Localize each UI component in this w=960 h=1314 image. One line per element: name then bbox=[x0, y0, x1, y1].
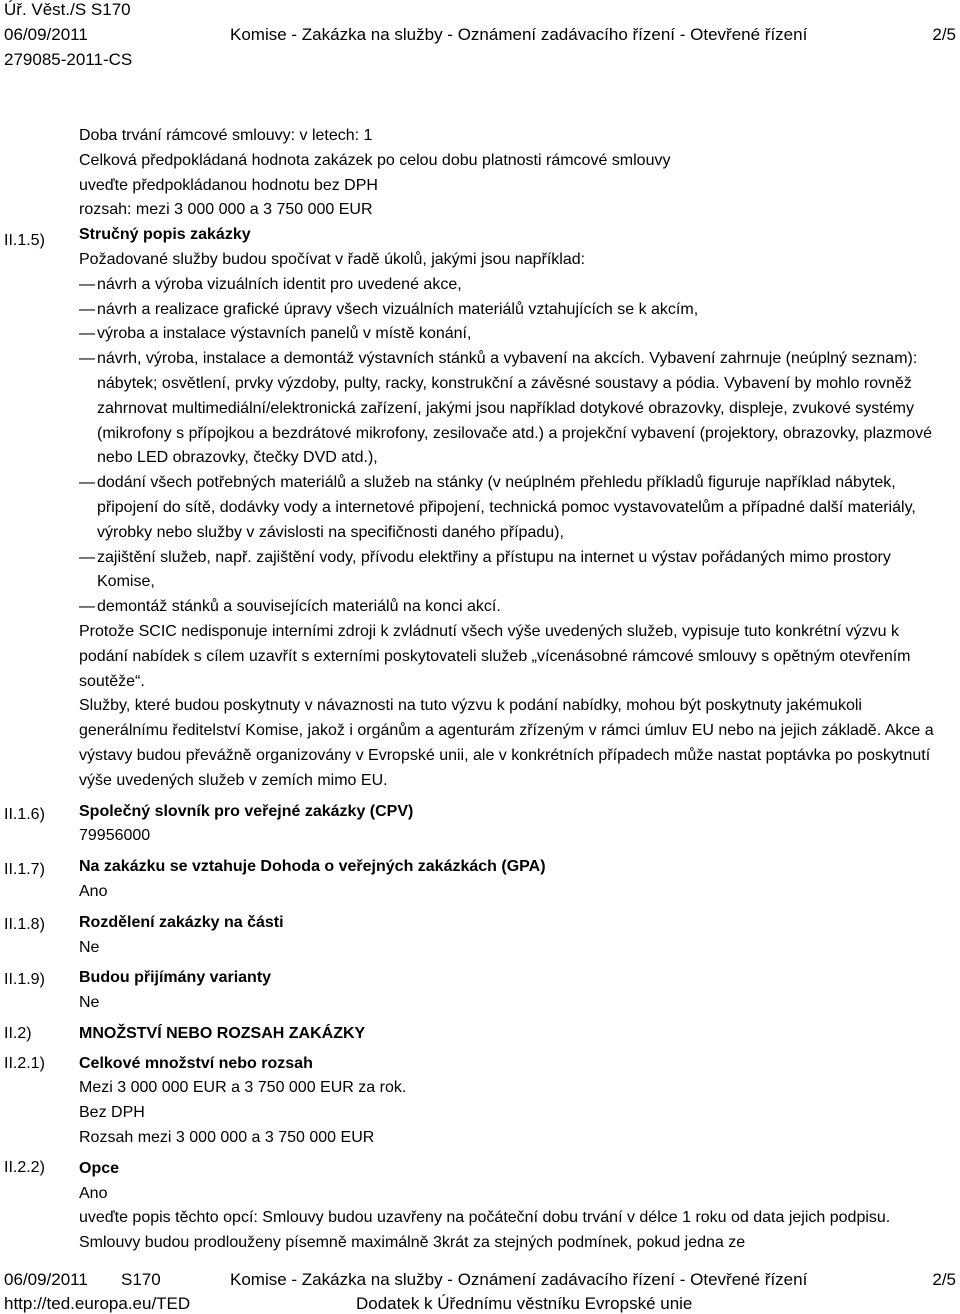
gpa-value: Ano bbox=[79, 882, 108, 900]
options-value: Ano bbox=[79, 1184, 108, 1202]
options-description: uveďte popis těchto opcí: Smlouvy budou uzavřeny na počáteční dobu trvání v délce 1 roku od data jejich podpisu. Smlouvy budou prodlouženy písemně maximálně 3krát za stejných podmínek, pokud jedna ze bbox=[79, 1209, 891, 1252]
lots-value: Ne bbox=[79, 938, 100, 956]
footer-title: Komise - Zakázka na služby - Oznámení zadávacího řízení - Otevřené řízení bbox=[230, 1270, 808, 1289]
footer-series: S170 bbox=[121, 1270, 161, 1289]
quantity-scope-heading: MNOŽSTVÍ NEBO ROZSAH ZAKÁZKY bbox=[79, 1024, 366, 1042]
description-paragraph: Protože SCIC nedisponuje interními zdroji k zvládnutí všech výše uvedených služeb, vypisuje tuto konkrétní výzvu k podání nabídek s cílem uzavřít s externími poskytovateli služeb „vícenásobné rámcové smlouvy s opětným otevřením soutěže“. bbox=[79, 622, 911, 690]
estimated-value-note: uveďte předpokládanou hodnotu bez DPH bbox=[79, 176, 378, 194]
variants-title: Budou přijímány varianty bbox=[79, 969, 272, 987]
header-page-number: 2/5 bbox=[932, 25, 956, 44]
service-bullet: — zajištění služeb, např. zajištění vody, přívodu elektřiny a přístupu na internet u výstav pořádaných mimo prostory Komise, bbox=[79, 546, 949, 596]
estimated-value-heading: Celková předpokládaná hodnota zakázek po celou dobu platnosti rámcové smlouvy bbox=[79, 151, 671, 169]
total-quantity-line: Rozsah mezi 3 000 000 a 3 750 000 EUR bbox=[79, 1129, 375, 1147]
cpv-title: Společný slovník pro veřejné zakázky (CPV) bbox=[79, 802, 414, 820]
section-number-ii-1-8: II.1.8) bbox=[4, 916, 45, 933]
section-number-ii-2-1: II.2.1) bbox=[4, 1055, 45, 1072]
section-number-ii-1-7: II.1.7) bbox=[4, 861, 45, 878]
framework-duration: Doba trvání rámcové smlouvy: v letech: 1 bbox=[79, 127, 373, 144]
description-paragraph: Služby, které budou poskytnuty v návaznosti na tuto výzvu k podání nabídky, mohou být poskytnuty jakémukoli generálnímu ředitelství Komise, jakož i orgánům a agenturám zřízeným v rámci úmluv EU nebo na jejich základě. Akce a výstavy budou převážně organizovány v Evropské unii, ale v konkrétních případech může nastat poptávka po poskytnutí výše uvedených služeb v zemích mimo EU. bbox=[79, 697, 934, 789]
service-bullet: — návrh a realizace grafické úpravy všech vizuálních materiálů vztahujících se k akcím, bbox=[79, 298, 949, 323]
section-number-ii-1-5: II.1.5) bbox=[4, 232, 45, 249]
footer-url[interactable]: http://ted.europa.eu/TED bbox=[4, 1294, 191, 1313]
service-bullet: — dodání všech potřebných materiálů a služeb na stánky (v neúplném přehledu příkladů figuruje například nábytek, připojení do sítě, dodávky vody a internetové připojení, technická pomoc vystavovatelům a případné další materiály, výrobky nebo služby v závislosti na specifičnosti daného případu), bbox=[79, 471, 949, 545]
service-bullet: — návrh a výroba vizuálních identit pro uvedené akce, bbox=[79, 273, 949, 298]
section-number-ii-2: II.2) bbox=[4, 1025, 32, 1042]
header-date: 06/09/2011 bbox=[4, 25, 88, 44]
section-number-ii-2-2: II.2.2) bbox=[4, 1159, 45, 1176]
header-notice-id: 279085-2011-CS bbox=[4, 50, 133, 69]
total-quantity-line: Mezi 3 000 000 EUR a 3 750 000 EUR za rok. bbox=[79, 1079, 407, 1097]
lots-title: Rozdělení zakázky na části bbox=[79, 913, 284, 931]
footer-date: 06/09/2011 bbox=[4, 1270, 88, 1289]
options-title: Opce bbox=[79, 1159, 120, 1177]
footer-page-number: 2/5 bbox=[932, 1270, 956, 1289]
section-number-ii-1-6: II.1.6) bbox=[4, 806, 45, 823]
section-number-ii-1-9: II.1.9) bbox=[4, 971, 45, 988]
variants-value: Ne bbox=[79, 994, 100, 1012]
gpa-title: Na zakázku se vztahuje Dohoda o veřejných zakázkách (GPA) bbox=[79, 858, 546, 876]
notice-body bbox=[79, 124, 949, 1256]
short-description-lead: Požadované služby budou spočívat v řadě úkolů, jakými jsou například: bbox=[79, 250, 586, 268]
short-description-title: Stručný popis zakázky bbox=[79, 226, 251, 244]
total-quantity-line: Bez DPH bbox=[79, 1104, 145, 1122]
service-bullet: — návrh, výroba, instalace a demontáž výstavních stánků a vybavení na akcích. Vybavení zahrnuje (neúplný seznam): nábytek; osvětlení, prvky výzdoby, pulty, racky, konstrukční a závěsné soustavy a pódia. Vybavení by mohlo rovněž zahrnovat multimediální/elektronická zařízení, jakými jsou například dotykové obrazovky, displeje, zvukové systémy (mikrofony s přípojkou a bezdrátové mikrofony, zesilovače atd.) a projekční vybavení (projektory, obrazovky, plazmové nebo LED obrazovky, čtečky DVD atd.), bbox=[79, 347, 949, 471]
footer-journal-name: Dodatek k Úřednímu věstníku Evropské unie bbox=[356, 1294, 693, 1313]
header-title: Komise - Zakázka na služby - Oznámení zadávacího řízení - Otevřené řízení bbox=[230, 25, 808, 44]
service-bullet: — výroba a instalace výstavních panelů v místě konání, bbox=[79, 322, 949, 347]
cpv-code: 79956000 bbox=[79, 827, 151, 845]
service-bullet: — demontáž stánků a souvisejících materiálů na konci akcí. bbox=[79, 595, 949, 620]
total-quantity-title: Celkové množství nebo rozsah bbox=[79, 1054, 313, 1072]
estimated-value-range: rozsah: mezi 3 000 000 a 3 750 000 EUR bbox=[79, 201, 373, 219]
header-journal-ref: Úř. Věst./S S170 bbox=[4, 0, 131, 19]
